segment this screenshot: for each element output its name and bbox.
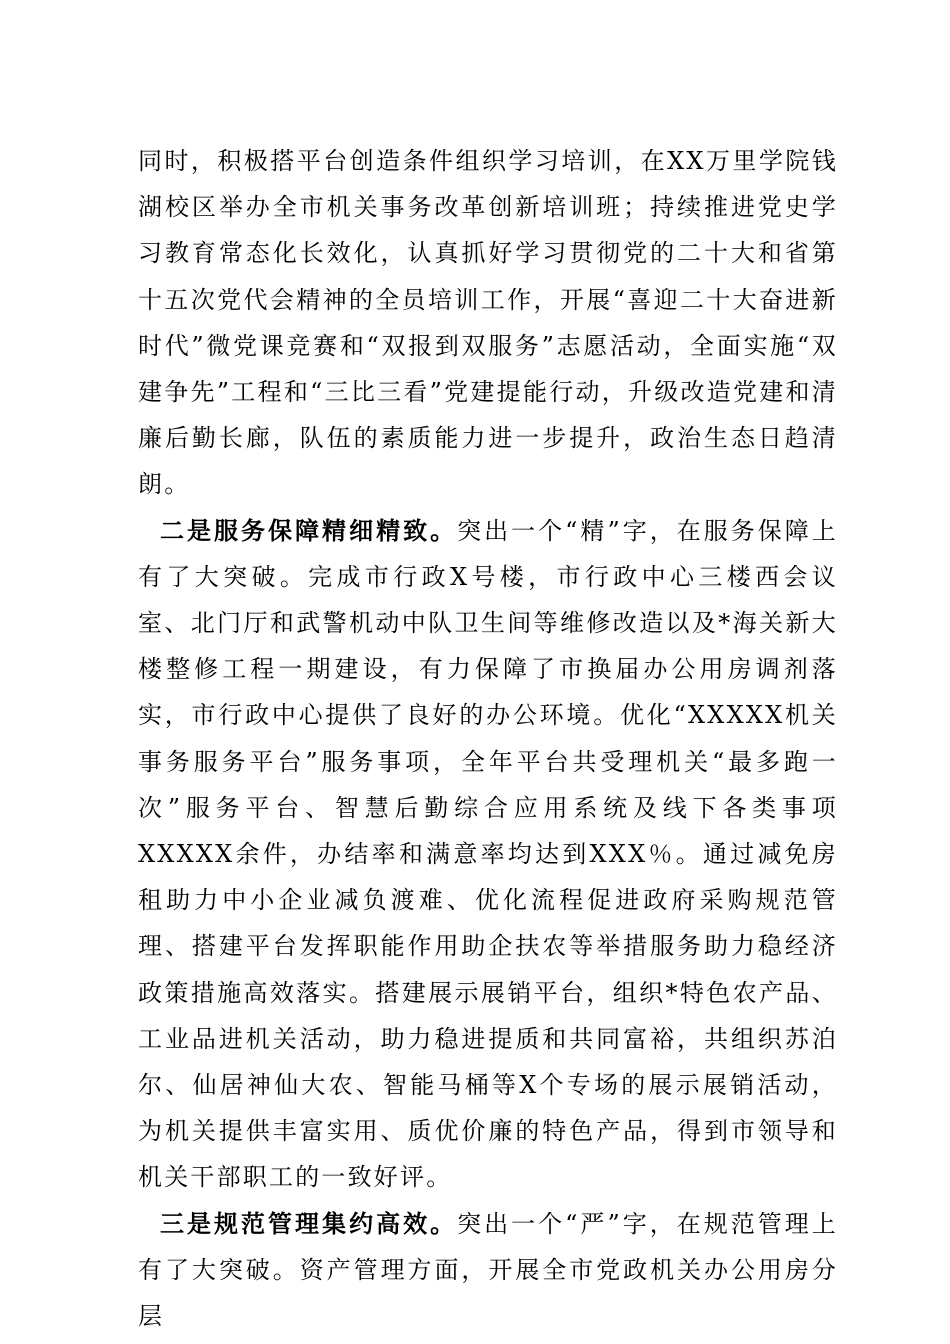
document-page — [138, 138, 838, 1339]
paragraph-continued-training — [138, 138, 838, 508]
paragraph-text: 同时，积极搭平台创造条件组织学习培训，在XX万里学院钱湖校区举办全市机关事务改革创新培训班；持续推进党史学习教育常态化长效化，认真抓好学习贯彻党的二十大和省第十五次党代会精神的全员培训工作，开展“喜迎二十大奋进新时代”微党课竞赛和“双报到双服务”志愿活动，全面实施“双建争先”工程和“三比三看”党建提能行动，升级改造党建和清廉后勤长廊，队伍的素质能力进一步提升，政治生态日趋清朗。 — [138, 147, 838, 499]
paragraph-text: 突出一个“严”字，在规范管理上有了大突破。资产管理方面，开展全市党政机关办公用房分层 — [138, 1209, 838, 1331]
paragraph-text: 突出一个“精”字，在服务保障上有了大突破。完成市行政X号楼，市行政中心三楼西会议室、北门厅和武警机动中队卫生间等维修改造以及*海关新大楼整修工程一期建设，有力保障了市换届办公用房调剂落实，市行政中心提供了良好的办公环境。优化“XXXXX机关事务服务平台”服务事项，全年平台共受理机关“最多跑一次”服务平台、智慧后勤综合应用系统及线下各类事项XXXXX余件，办结率和满意率均达到XXX％。通过减免房租助力中小企业减负渡难、优化流程促进政府采购规范管理、搭建平台发挥职能作用助企扶农等举措服务助力稳经济政策措施高效落实。搭建展示展销平台，组织*特色农产品、工业品进机关活动，助力稳进提质和共同富裕，共组织苏泊尔、仙居神仙大农、智能马桶等X个专场的展示展销活动，为机关提供丰富实用、质优价廉的特色产品，得到市领导和机关干部职工的一致好评。 — [138, 516, 838, 1192]
paragraph-standard-management — [138, 1201, 838, 1340]
paragraph-service-guarantee — [138, 508, 838, 1201]
paragraph-lead: 二是服务保障精细精致。 — [160, 515, 458, 545]
paragraph-lead: 三是规范管理集约高效。 — [160, 1208, 458, 1238]
